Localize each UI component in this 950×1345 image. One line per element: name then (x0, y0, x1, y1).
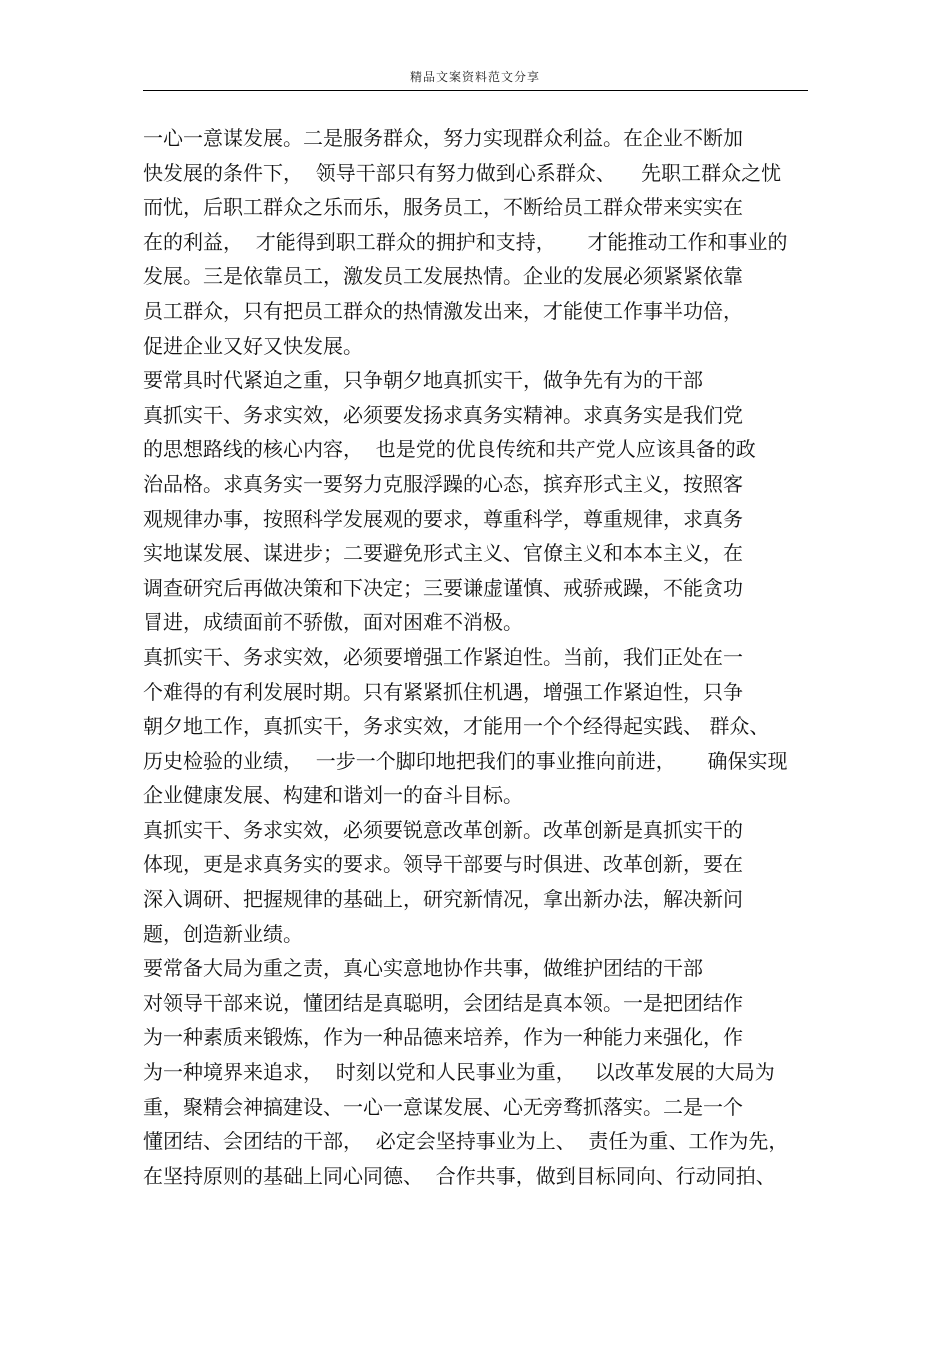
text-line: 快发展的条件下， 领导干部只有努力做到心系群众、 先职工群众之忧 (143, 160, 782, 185)
text-line: 实地谋发展、谋进步；二要避免形式主义、官僚主义和本本主义，在 (143, 541, 743, 566)
text-line: 要常备大局为重之责，真心实意地协作共事，做维护团结的干部 (143, 956, 703, 981)
text-line: 在坚持原则的基础上同心同德、 合作共事，做到目标同向、行动同拍、 (143, 1163, 776, 1188)
text-line: 体现，更是求真务实的要求。领导干部要与时俱进、改革创新，要在 (143, 852, 743, 877)
text-line: 一心一意谋发展。二是服务群众，努力实现群众利益。在企业不断加 (143, 126, 743, 150)
text-line: 调查研究后再做决策和下决定；三要谦虚谨慎、戒骄戒躁，不能贪功 (143, 575, 743, 600)
text-line: 深入调研、把握规律的基础上，研究新情况，拿出新办法，解决新问 (143, 887, 743, 912)
text-line: 观规律办事，按照科学发展观的要求，尊重科学，尊重规律，求真务 (143, 506, 743, 531)
text-line: 重，聚精会神搞建设、一心一意谋发展、心无旁骛抓落实。二是一个 (143, 1094, 743, 1119)
text-line: 的思想路线的核心内容， 也是党的优良传统和共产党人应该具备的政 (143, 437, 756, 462)
text-line: 为一种素质来锻炼，作为一种品德来培养，作为一种能力来强化，作 (143, 1025, 743, 1050)
text-line: 员工群众，只有把员工群众的热情激发出来，才能使工作事半功倍， (143, 298, 743, 323)
text-line: 治品格。求真务实一要努力克服浮躁的心态，摈弃形式主义，按照客 (143, 471, 743, 496)
text-line: 发展。三是依靠员工，激发员工发展热情。企业的发展必须紧紧依靠 (143, 264, 743, 289)
text-line: 真抓实干、务求实效，必须要锐意改革创新。改革创新是真抓实干的 (143, 817, 743, 842)
text-line: 对领导干部来说，懂团结是真聪明，会团结是真本领。一是把团结作 (143, 990, 743, 1015)
header-divider (143, 90, 808, 91)
text-line: 个难得的有利发展时期。只有紧紧抓住机遇，增强工作紧迫性，只争 (143, 679, 743, 704)
text-line: 在的利益， 才能得到职工群众的拥护和支持， 才能推动工作和事业的 (143, 229, 788, 254)
text-line: 懂团结、会团结的干部， 必定会坚持事业为上、 责任为重、工作为先， (143, 1129, 789, 1154)
document-body (143, 121, 823, 1193)
text-line: 为一种境界来追求， 时刻以党和人民事业为重， 以改革发展的大局为 (143, 1060, 775, 1085)
text-line: 冒进，成绩面前不骄傲，面对困难不消极。 (143, 610, 523, 635)
text-line: 促进企业又好又快发展。 (143, 333, 363, 358)
text-line: 历史检验的业绩， 一步一个脚印地把我们的事业推向前进， 确保实现 (143, 748, 788, 773)
page-header-title: 精品文案资料范文分享 (409, 70, 540, 84)
text-line: 企业健康发展、构建和谐刘一的奋斗目标。 (143, 783, 523, 808)
text-line: 要常具时代紧迫之重，只争朝夕地真抓实干，做争先有为的干部 (143, 368, 703, 393)
text-line: 真抓实干、务求实效，必须要发扬求真务实精神。求真务实是我们党 (143, 402, 743, 427)
text-line: 真抓实干、务求实效，必须要增强工作紧迫性。当前，我们正处在一 (143, 644, 743, 669)
text-line: 朝夕地工作，真抓实干，务求实效，才能用一个个经得起实践、 群众、 (143, 714, 770, 739)
text-line: 而忧，后职工群众之乐而乐，服务员工，不断给员工群众带来实实在 (143, 195, 743, 220)
text-line: 题，创造新业绩。 (143, 921, 303, 946)
